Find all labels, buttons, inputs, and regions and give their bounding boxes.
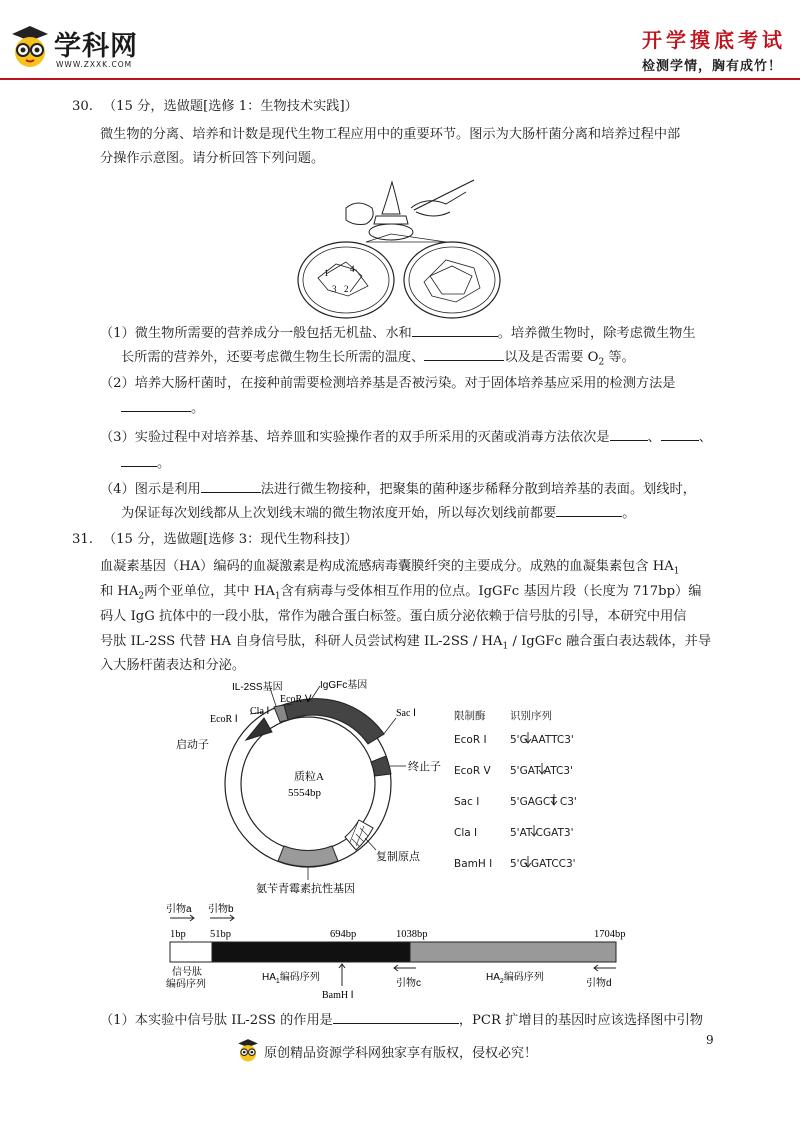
- header-divider: [0, 78, 800, 80]
- hands-with-loop-icon: [346, 180, 474, 225]
- q31-heading: [72, 526, 358, 553]
- q31-number: 31.: [72, 532, 93, 547]
- label-il2ss: IL-2SS基因: [232, 682, 283, 693]
- petri-dish-left: [298, 242, 394, 318]
- q30-s1-blank1[interactable]: [412, 321, 498, 337]
- q30-s3-blank3[interactable]: [121, 451, 157, 467]
- label-ecori: EcoR Ⅰ: [210, 714, 238, 725]
- q30-intro-line1: 微生物的分离、培养和计数是现代生物工程应用中的重要环节。图示为大肠杆菌分离和培养过程中部: [100, 127, 681, 142]
- primer-b-label: 引物b: [208, 904, 234, 915]
- q30-heading: [72, 93, 358, 120]
- pos-51bp: 51bp: [210, 929, 231, 940]
- ha1-label: $HA_1$编码序列: [262, 972, 320, 985]
- signal-label-1: 信号肽: [172, 967, 202, 978]
- enzyme-table-header: 限制酶 识别序列: [454, 710, 552, 722]
- q31-para-line5: 入大肠杆菌表达和分泌。: [100, 658, 246, 673]
- plasmid-diagram: [160, 676, 450, 906]
- slogan-title: 开学摸底考试: [642, 28, 786, 52]
- q30-s3-line1: （3）实验过程中对培养基、培养皿和实验操作者的双手所采用的灭菌或消毒方法依次是 、 、: [100, 424, 712, 451]
- label-promoter: 启动子: [176, 739, 209, 751]
- q30-s4-blank2[interactable]: [556, 501, 622, 517]
- q31-para-line4: 号肽 IL-2SS 代替 HA 自身信号肽，科研人员尝试构建 $IL-2SS / HA_1$ / IgGFc 融合蛋白表达载体，并导: [100, 634, 712, 652]
- pos-1704bp: 1704bp: [594, 929, 626, 940]
- ha2-label: $HA_2$编码序列: [486, 972, 544, 985]
- q30-s4-line1: （4）图示是利用 法进行微生物接种，把聚集的菌种逐步稀释分散到培养基的表面。划线时，: [100, 476, 696, 503]
- signal-peptide-segment: [170, 942, 212, 962]
- q30-s2-line2: 。: [121, 395, 204, 422]
- q31-s1-line: （1）本实验中信号肽 IL-2SS 的作用是 ，PCR 扩增目的基因时应该选择图中引物: [100, 1007, 703, 1034]
- enzyme-row: Sac Ⅰ 5'GAGCT C3': [454, 796, 577, 808]
- q31-para-line3: 码人 IgG 抗体中的一段小肽，常作为融合蛋白标签。蛋白质分泌依赖于信号肽的引导，本研究中用信: [100, 609, 687, 624]
- label-clai: Cla Ⅰ: [250, 706, 270, 717]
- bamhi-label: BamH Ⅰ: [322, 990, 354, 1001]
- footer-copyright: 原创精品资源学科网独家享有版权，侵权必究！: [264, 1046, 538, 1061]
- signal-label-2: 编码序列: [166, 979, 206, 990]
- pos-694bp: 694bp: [330, 929, 357, 940]
- owl-mascot-icon: [8, 24, 52, 68]
- header-logo: [8, 20, 168, 74]
- q31-heading-text: （15 分，选做题[选修 3：现代生物科技]）: [102, 532, 358, 547]
- enzyme-row: BamH Ⅰ 5'G GATCC3': [454, 858, 576, 870]
- label-ori: 复制原点: [376, 851, 420, 863]
- label-terminator: 终止子: [408, 761, 441, 773]
- petri-dish-right: [404, 242, 500, 318]
- label-saci: Sac Ⅰ: [396, 708, 416, 719]
- enzyme-table: [454, 708, 604, 885]
- q30-s3-blank1[interactable]: [610, 425, 648, 441]
- logo-name: 学科网: [54, 31, 138, 62]
- streak-plate-figure: [296, 168, 506, 326]
- slogan-subtitle: 检测学情，胸有成竹！: [641, 59, 782, 74]
- primer-a-label: 引物a: [166, 904, 192, 915]
- dish-number-1: 1: [324, 268, 329, 278]
- ha2-segment: [410, 942, 616, 962]
- q31-para-line1: 血凝素基因（HA）编码的血凝激素是构成流感病毒囊膜纤突的主要成分。成熟的血凝集素包含 $HA_1$: [100, 559, 680, 577]
- ha1-segment: [212, 942, 410, 962]
- page-number: 9: [706, 1033, 714, 1047]
- q30-number: 30.: [72, 99, 93, 114]
- q30-s1-blank2[interactable]: [424, 345, 504, 361]
- label-igg: IgGFc基因: [320, 680, 368, 691]
- dish-number-3: 3: [332, 284, 337, 294]
- q30-heading-text: （15 分，选做题[选修 1：生物技术实践]）: [102, 99, 358, 114]
- q31-para-line2: 和 $HA_2$两个亚单位，其中 $HA_1$含有病毒与受体相互作用的位点。IgGFc 基因片段（长度为 717bp）编: [100, 584, 702, 602]
- spirit-lamp-icon: [369, 182, 413, 240]
- logo-url: WWW.ZXXK.COM: [56, 60, 133, 69]
- q30-s1-line2: 长所需的营养外，还要考虑微生物生长所需的温度、 以及是否需要 $O_2$ 等。: [121, 344, 635, 377]
- q30-s3-blank2[interactable]: [661, 425, 699, 441]
- primer-d-label: 引物d: [586, 978, 612, 989]
- q30-intro-line2: 分操作示意图。请分析回答下列问题。: [100, 151, 325, 166]
- cut-site-arrows: [510, 728, 600, 888]
- enzyme-row: EcoR Ⅴ 5'GAT ATC3': [454, 765, 573, 777]
- dish-number-4: 4: [350, 264, 355, 274]
- enzyme-row: EcoR Ⅰ 5'G AATTC3': [454, 734, 574, 746]
- dish-number-2: 2: [344, 284, 349, 294]
- primer-c-label: 引物c: [396, 978, 421, 989]
- enzyme-row: Cla Ⅰ 5'AT CGAT3': [454, 827, 574, 839]
- pos-1038bp: 1038bp: [396, 929, 428, 940]
- gene-map: [150, 900, 650, 1010]
- q31-s1-blank[interactable]: [333, 1008, 459, 1024]
- plasmid-center-size: 5554bp: [288, 787, 321, 799]
- owl-mascot-icon: [236, 1038, 260, 1062]
- plasmid-center-name: 质粒A: [294, 771, 324, 783]
- q30-s3-line2: 。: [121, 450, 170, 477]
- q30-s4-line2: 为保证每次划线都从上次划线末端的微生物浓度开始，所以每次划线前都要 。: [121, 500, 635, 527]
- q30-s2-blank[interactable]: [121, 396, 191, 412]
- q30-s1-line1: （1）微生物所需要的营养成分一般包括无机盐、水和 。培养微生物时，除考虑微生物生: [100, 320, 696, 347]
- label-amp: 氨苄青霉素抗性基因: [256, 883, 355, 895]
- q30-s4-blank1[interactable]: [201, 477, 261, 493]
- q30-s2-line1: （2）培养大肠杆菌时，在接种前需要检测培养基是否被污染。对于固体培养基应采用的检测方法是: [100, 376, 676, 391]
- label-ecorv: EcoR Ⅴ: [280, 694, 312, 705]
- pos-1bp: 1bp: [170, 929, 186, 940]
